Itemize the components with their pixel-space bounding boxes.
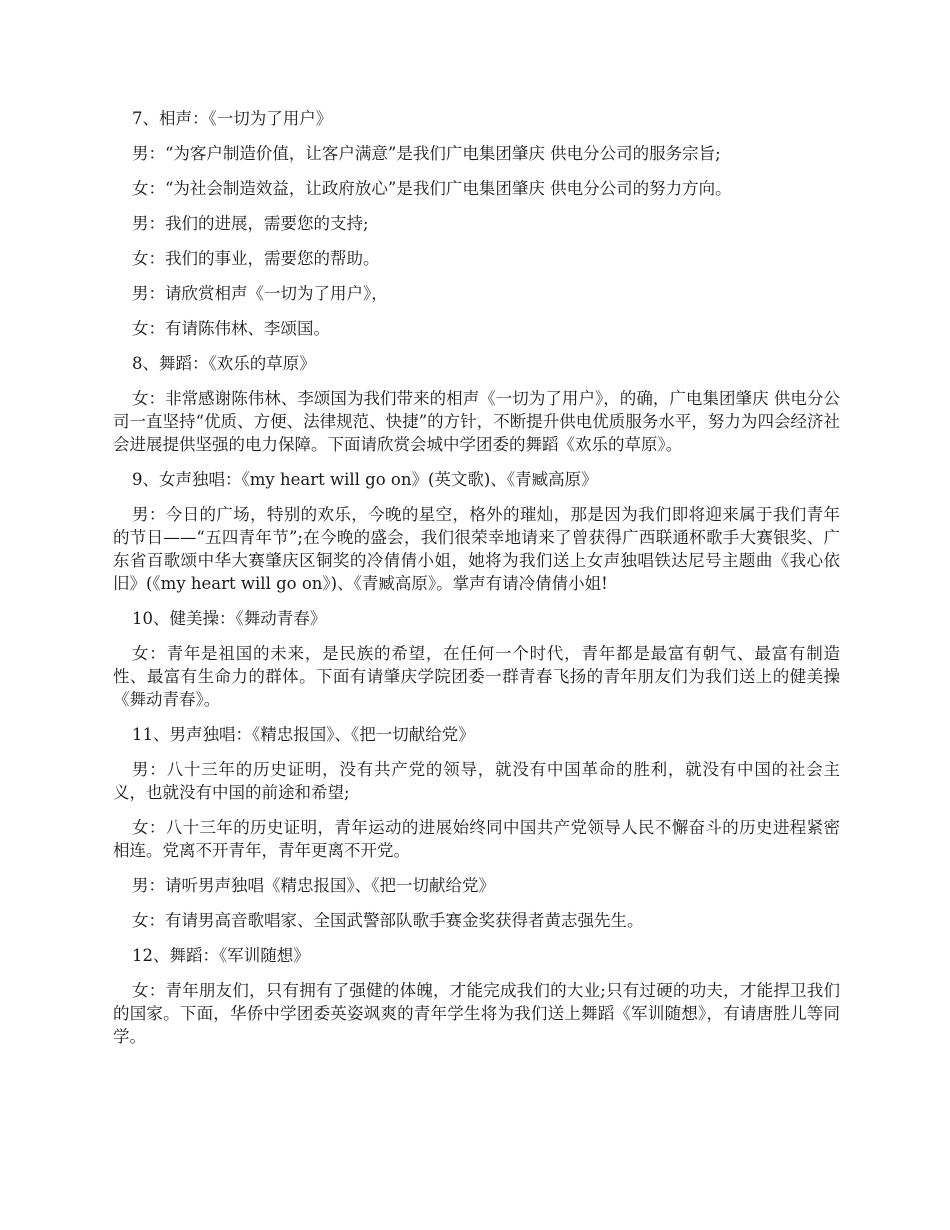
- program-item-12-heading: 12、舞蹈：《军训随想》: [132, 946, 310, 965]
- dialogue-line: 男：我们的进展，需要您的支持;: [132, 214, 369, 233]
- dialogue-line: 男：请听男声独唱《精忠报国》、《把一切献给党》: [132, 876, 495, 895]
- program-item-7-heading: 7、相声：《一切为了用户》: [132, 109, 333, 128]
- dialogue-line: 女：“为社会制造效益，让政府放心”是我们广电集团肇庆 供电分公司的努力方向。: [132, 179, 732, 198]
- dialogue-line: 男：请欣赏相声《一切为了用户》，: [132, 284, 388, 303]
- program-item-11-heading: 11、男声独唱：《精忠报国》、《把一切献给党》: [132, 725, 475, 744]
- dialogue-line: 女：有请男高音歌唱家、全国武警部队歌手赛金奖获得者黄志强先生。: [132, 911, 644, 930]
- program-item-9-heading: 9、女声独唱：《my heart will go on》(英文歌)、《青臧高原》: [132, 470, 598, 489]
- dialogue-line: 男：“为客户制造价值，让客户满意”是我们广电集团肇庆 供电分公司的服务宗旨;: [132, 144, 721, 163]
- dialogue-line: 女：有请陈伟林、李颂国。: [132, 319, 330, 338]
- dialogue-line: 女：青年朋友们，只有拥有了强健的体魄，才能完成我们的大业;只有过硬的功夫，才能捍卫我们的国家。下面，华侨中学团委英姿飒爽的青年学生将为我们送上舞蹈《军训随想》，有请唐胜儿等同学。: [113, 981, 840, 1046]
- dialogue-line: 女：八十三年的历史证明，青年运动的进展始终同中国共产党领导人民不懈奋斗的历史进程紧密相连。党离不开青年，青年更离不开党。: [113, 818, 840, 860]
- dialogue-line: 女：青年是祖国的未来，是民族的希望，在任何一个时代，青年都是最富有朝气、最富有制造性、最富有生命力的群体。下面有请肇庆学院团委一群青春飞扬的青年朋友们为我们送上的健美操《舞动青春》。: [113, 644, 840, 709]
- document-page: [113, 107, 840, 1060]
- program-item-8-heading: 8、舞蹈：《欢乐的草原》: [132, 354, 316, 373]
- dialogue-line: 男：八十三年的历史证明，没有共产党的领导，就没有中国革命的胜利，就没有中国的社会主义，也就没有中国的前途和希望;: [113, 760, 840, 802]
- dialogue-line: 女：非常感谢陈伟林、李颂国为我们带来的相声《一切为了用户》，的确，广电集团肇庆 供电分公司一直坚持“优质、方便、法律规范、快捷”的方针，不断提升供电优质服务水平，努力为四会经济社会进展提供坚强的电力保障。下面请欣赏会城中学团委的舞蹈《欢乐的草原》。: [113, 389, 840, 454]
- dialogue-line: 男：今日的广场，特别的欢乐，今晚的星空，格外的璀灿，那是因为我们即将迎来属于我们青年的节日——“五四青年节”;在今晚的盛会，我们很荣幸地请来了曾获得广西联通杯歌手大赛银奖、广东省百歌颂中华大赛肇庆区铜奖的冷倩倩小姐，她将为我们送上女声独唱铁达尼号主题曲《我心依旧》(《my heart will go on》)、《青臧高原》。掌声有请冷倩倩小姐!: [113, 505, 840, 593]
- program-item-10-heading: 10、健美操：《舞动青春》: [132, 609, 327, 628]
- dialogue-line: 女：我们的事业，需要您的帮助。: [132, 249, 380, 268]
